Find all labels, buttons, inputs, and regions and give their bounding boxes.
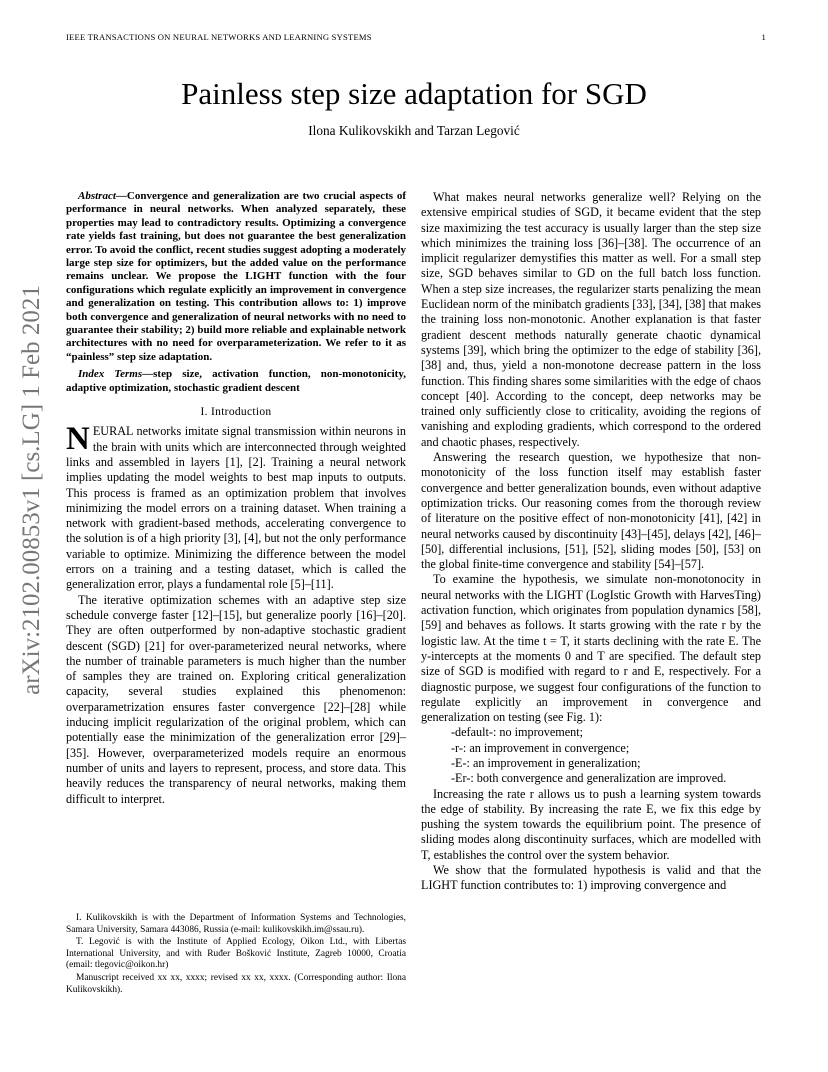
right-paragraph-3: To examine the hypothesis, we simulate non-monotonocity in neural networks with the LIGHT (LogIstic Growth with HarvesTing) activation function, which originates from population dynamics [58], [59] and behaves as follows. It starts growing with the rate r by the logistic law. At the time t = T, it starts declining with the rate E. The y-intercepts at the moments 0 and T are specified. The default step size of SGD is modified with regard to r and E, respectively. For a diagnostic purpose, we suggest four configurations of the function to regulate explicitly an improvement in convergence and generalization on testing (see Fig. 1): — [421, 572, 761, 725]
index-terms-label: Index Terms — [78, 368, 143, 381]
intro-paragraph-2: The iterative optimization schemes with an adaptive step size schedule converge faster [12]–[15], but generalize poorly [16]–[20]. They are often outperformed by non-adaptive stochastic gradient descent (SGD) [21] for over-parameterized neural networks, where the number of trainable parameters is much higher than the number of samples they are trained on. Exploring critical generalization capacity, several studies explained this phenomenon: overparametrization ensures faster convergence [22]–[28] while inducing implicit regularization of the original problem, which can potentially ease the minimization of the generalization error [29]–[35]. However, overparameterized models require an enormous number of units and layers to represent, process, and store data. This heavily reduces the transparency of neural networks, making them difficult to interpret. — [66, 592, 406, 806]
page-number: 1 — [761, 32, 766, 42]
abstract — [66, 190, 406, 364]
paper-title: Painless step size adaptation for SGD — [181, 76, 647, 111]
right-paragraph-1: What makes neural networks generalize well? Relying on the extensive empirical studies of SGD, it became evident that the step size maximizing the test accuracy is usually larger than the step size which minimizes the training loss [36]–[38]. The occurrence of an implicit regularizer demystifies this matter as well. For a small step size, SGD behaves similar to GD on the full batch loss function. When a step size increases, the regularizer starts penalizing the mean Euclidean norm of the minibatch gradients [33], [34], [38] that makes the training loss non-monotonic. Another explanation is that faster gradient descent methods naturally generate chaotic dynamical systems [39], which bring the optimizer to the edge of stability [36], [38] and, thus, yield a non-monotone decrease pattern in the loss function. This finding shares some similarities with the edge of chaos concept [40]. According to the concept, deep networks may be trained only sufficiently close to criticality, avoiding the regions of vanishing and exploding gradients, which correspond to the ordered and chaotic phases, respectively. — [421, 190, 761, 449]
running-head — [66, 32, 766, 42]
list-item: -default-: no improvement; — [451, 725, 583, 740]
list-item: -r-: an improvement in convergence; — [451, 740, 630, 755]
right-paragraph-4: Increasing the rate r allows us to push a learning system towards the edge of stability. By increasing the rate E, we fix this edge by pushing the system towards the equilibrium point. The presence of sliding modes along discontinuity surfaces, which are modelled with T, establishes the control over the system behavior. — [421, 786, 761, 862]
intro-paragraph-1-text: EURAL networks imitate signal transmission within neurons in the brain with units which are interconnected through weighted links and assembled in layers [1], [2]. Training a neural network implies updating the model weights to best map inputs to outputs. This process is framed as an optimization problem that involves minimizing the model errors on a training dataset. When training a network with gradient-based methods, accelerating convergence to the solution is of a high priority [3], [4], but not the only performance variable to optimize. Minimizing the difference between the model errors on a training and a testing dataset, which is called the generalization error, plays a fundamental role [5]–[11]. — [66, 424, 406, 592]
intro-paragraph-1 — [66, 421, 406, 592]
right-paragraph-2: Answering the research question, we hypothesize that non-monotonicity of the loss function itself may establish faster convergence and better generalization bounds, even without adaptive optimization tricks. Our reasoning comes from the thorough review of literature on the positive effect of non-monotonicity [41], [42] in neural networks caused by discontinuity [43]–[45], delays [42], [46]–[50], differential inclusions, [51], [52], sliding modes [50], [53] on the global finite-time convergence and stability [54]–[57]. — [421, 450, 761, 572]
footnote-affiliation-1: I. Kulikovskikh is with the Department of Information Systems and Technologies, Samara University, Samara 443086, Russia (e-mail: kulikovskikh.im@ssau.ru). — [66, 913, 406, 935]
right-column — [421, 190, 761, 894]
abstract-text: —Convergence and generalization are two crucial aspects of performance in neural networks. When analyzed separately, these properties may lead to contradictory results. Optimizing a convergence rate yields fast training, but does not guarantee the best generalization error. To avoid the conflict, recent studies suggest adopting a moderately large step size for optimizers, but the added value on the performance remains unclear. We propose the LIGHT function with the four configurations which regulate explicitly an improvement in convergence and generalization on testing. This contribution allows to: 1) improve both convergence and generalization of neural networks with no need to guarantee their stability; 2) build more reliable and explainable network architectures with no need for overparameterization. We refer to it as “painless” step size adaptation. — [66, 190, 406, 363]
arxiv-id: arXiv:2102.00853v1 [cs.LG] 1 Feb 2021 — [18, 285, 45, 695]
index-terms — [66, 368, 406, 395]
index-terms-text: —step size, activation function, non-monotonicity, adaptive optimization, stochastic gradient descent — [66, 368, 406, 394]
left-column — [66, 190, 406, 807]
paper-authors: Ilona Kulikovskikh and Tarzan Legović — [308, 123, 520, 138]
drop-cap: N — [66, 421, 90, 458]
footnotes — [66, 913, 406, 997]
right-paragraph-5: We show that the formulated hypothesis is valid and that the LIGHT function contributes to: 1) improving convergence and — [421, 863, 761, 893]
section-heading: I. Introduction — [200, 406, 272, 419]
list-item: -Er-: both convergence and generalization are improved. — [451, 771, 727, 786]
list-item: -E-: an improvement in generalization; — [451, 755, 641, 770]
abstract-label: Abstract — [78, 190, 116, 202]
arxiv-stamp — [12, 285, 52, 695]
configuration-list — [421, 725, 761, 786]
footnote-manuscript: Manuscript received xx xx, xxxx; revised xx xx, xxxx. (Corresponding author: Ilona Kulikovskikh). — [66, 972, 406, 995]
journal-name: IEEE TRANSACTIONS ON NEURAL NETWORKS AND LEARNING SYSTEMS — [66, 32, 372, 42]
footnote-affiliation-2: T. Legović is with the Institute of Applied Ecology, Oikon Ltd., with Libertas International University, and with Ruđer Bošković Institute, Zagreb 10000, Croatia (email: tlegovic@oikon.hr) — [66, 937, 406, 971]
